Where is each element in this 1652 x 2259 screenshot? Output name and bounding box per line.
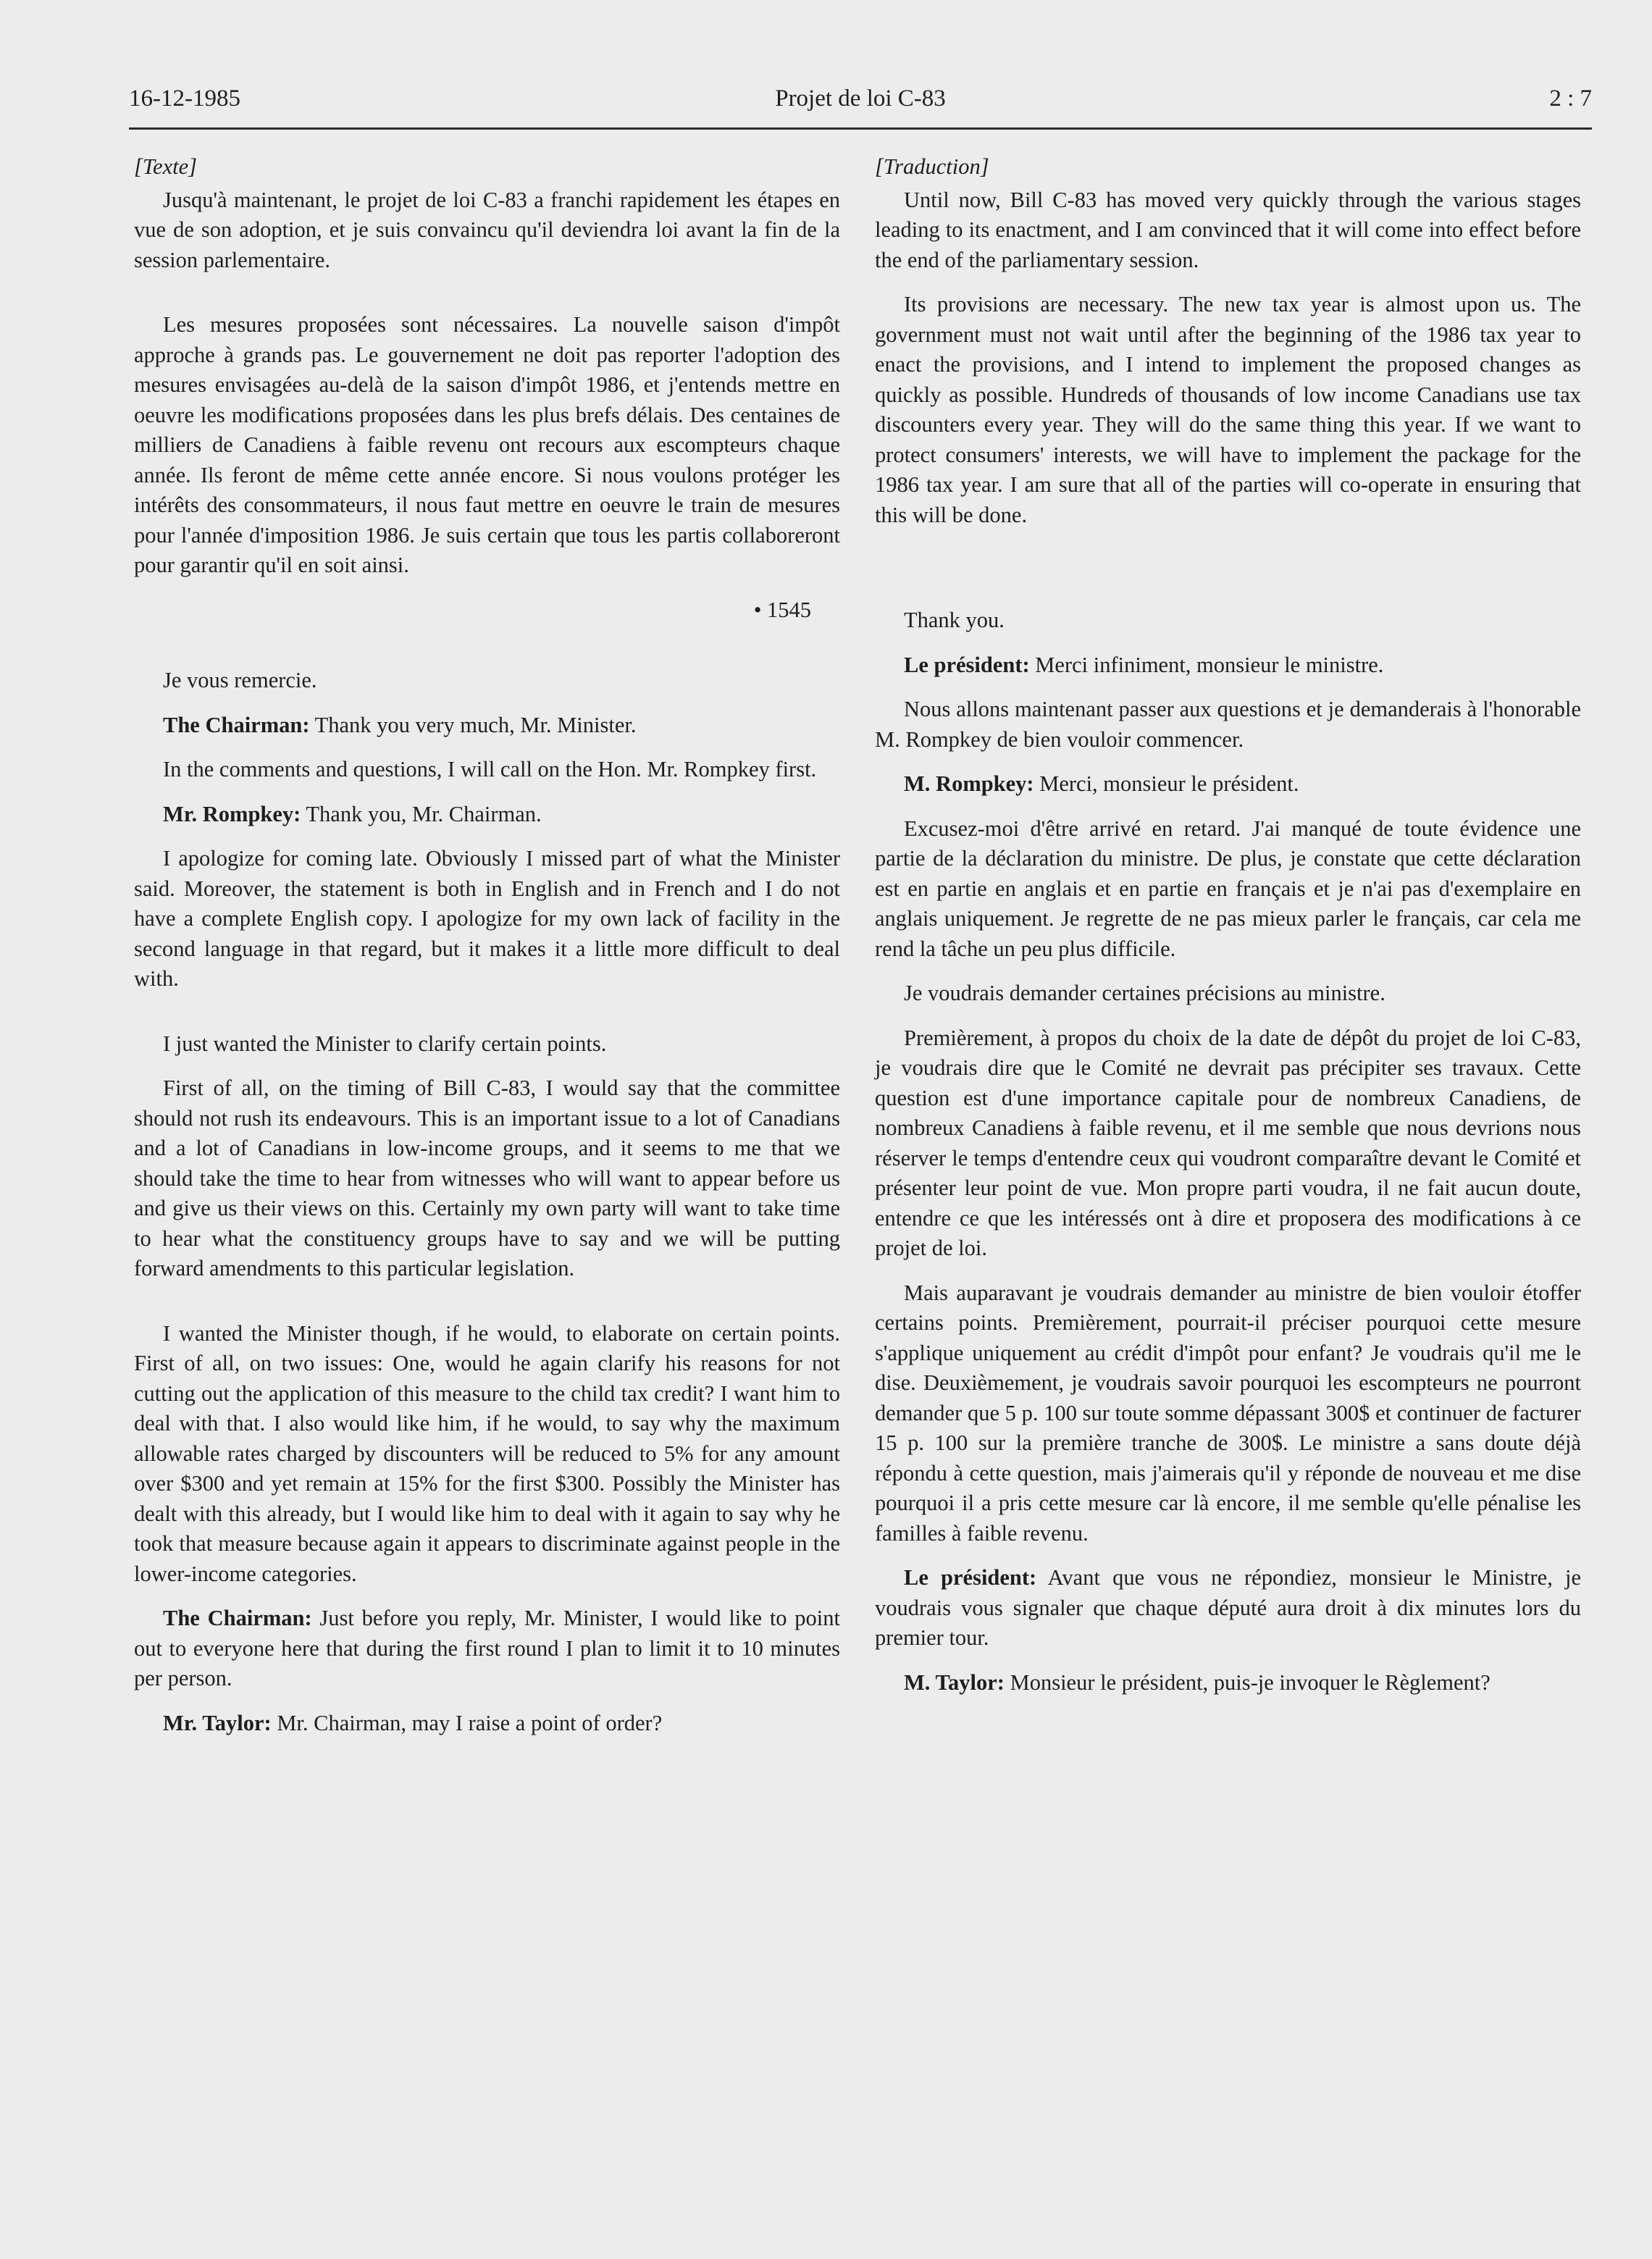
header-title: Projet de loi C-83 (775, 85, 946, 112)
paragraph: I apologize for coming late. Obviously I missed part of what the Minister said. Moreover, the statement is both in English and in French and I do not have a complete English copy. I apologize for my own lack of facility in the second language in that regard, but it makes it a little more difficult to deal with. (134, 846, 840, 991)
speech-text: Thank you very much, Mr. Minister. (309, 712, 637, 737)
column-right (875, 152, 1581, 1712)
paragraph: Je vous remercie. (163, 668, 317, 692)
paragraph: Les mesures proposées sont nécessaires. La nouvelle saison d'impôt approche à grands pas. Le gouvernement ne doit pas reporter l'adoption des mesures envisagées au-delà de la saison d'impôt 1986, et j'entends mettre en oeuvre les modifications proposées dans les plus brefs délais. Des centaines de milliers de Canadiens à faible revenu ont recours aux escompteurs chaque année. Ils feront de même cette année encore. Si nous voulons protéger les intérêts des consommateurs, il nous faut mettre en oeuvre le train de mesures pour l'année d'imposition 1986. Je suis certain que tous les partis collaboreront pour garantir qu'il en soit ainsi. (134, 312, 840, 577)
speaker-name: The Chairman: (163, 712, 310, 737)
paragraph: Je voudrais demander certaines précisions au ministre. (904, 981, 1385, 1005)
speaker-paragraph (134, 1709, 840, 1739)
speaker-paragraph (134, 711, 840, 741)
speaker-paragraph (875, 1563, 1581, 1654)
column-tag: [Traduction] (875, 154, 989, 179)
speaker-paragraph (875, 650, 1581, 681)
speech-text: Mr. Chairman, may I raise a point of order? (271, 1710, 663, 1735)
speech-text: Merci, monsieur le président. (1033, 771, 1299, 796)
paragraph: Nous allons maintenant passer aux questions et je demanderais à l'honorable M. Rompkey de bien vouloir commencer. (875, 697, 1581, 752)
time-marker: • 1545 (753, 597, 811, 622)
paragraph: Jusqu'à maintenant, le projet de loi C-83 a franchi rapidement les étapes en vue de son adoption, et je suis convaincu qu'il deviendra loi avant la fin de la session parlementaire. (134, 187, 840, 272)
speaker-paragraph (134, 1604, 840, 1694)
page-header (129, 85, 1592, 129)
speech-text: Monsieur le président, puis-je invoquer le Règlement? (1004, 1669, 1490, 1695)
speaker-paragraph (134, 800, 840, 830)
speaker-name: Mr. Taylor: (163, 1710, 272, 1735)
paragraph: Thank you. (904, 608, 1005, 632)
column-left (134, 152, 840, 1753)
speech-text: Thank you, Mr. Chairman. (301, 801, 542, 826)
speaker-name: Le président: (904, 652, 1030, 677)
speaker-name: The Chairman: (163, 1606, 312, 1630)
paragraph: First of all, on the timing of Bill C-83, I would say that the committee should not rush its endeavours. This is an important issue to a lot of Canadians and a lot of Canadians in low-income groups, and it seems to me that we should take the time to hear from witnesses who will want to appear before us and give us their views on this. Certainly my own party will want to take time to hear what the constituency groups have to say and we will be putting forward amendments to this particular legislation. (134, 1076, 840, 1281)
paragraph: Its provisions are necessary. The new tax year is almost upon us. The government must not wait until after the beginning of the 1986 tax year to enact the provisions, and I intend to implement the proposed changes as quickly as possible. Hundreds of thousands of low income Canadians use tax discounters every year. They will do the same thing this year. If we want to protect consumers' interests, we will have to implement the package for the 1986 tax year. I am sure that all of the parties will co-operate in ensuring that this will be done. (875, 292, 1581, 527)
speaker-name: M. Taylor: (904, 1669, 1005, 1695)
speaker-name: M. Rompkey: (904, 771, 1034, 796)
speech-text: Just before you reply, Mr. Minister, I would like to point out to everyone here that during the first round I plan to limit it to 10 minutes per person. (134, 1606, 841, 1690)
speaker-name: Le président: (904, 1565, 1037, 1590)
header-rule (129, 127, 1592, 130)
header-page-number: 2 : 7 (1549, 85, 1592, 112)
column-tag: [Texte] (134, 154, 197, 179)
paragraph: Until now, Bill C-83 has moved very quickly through the various stages leading to its enactment, and I am convinced that it will come into effect before the end of the parliamentary session. (875, 187, 1581, 272)
speaker-paragraph (875, 769, 1581, 800)
paragraph: Premièrement, à propos du choix de la date de dépôt du projet de loi C-83, je voudrais dire que le Comité ne devrait pas précipiter ses travaux. Cette question est d'une importance capitale pour de nombreux Canadiens, de nombreux Canadiens à faible revenu, et il me semble que nous devrions nous réserver le temps d'entendre ceux qui voudront comparaître devant le Comité et présenter leur point de vue. Mon propre parti voudra, il ne fait aucun doute, entendre ce que les intéressés ont à dire et proposera des modifications à ce projet de loi. (875, 1025, 1581, 1260)
speaker-paragraph (875, 1668, 1581, 1698)
paragraph: Mais auparavant je voudrais demander au ministre de bien vouloir étoffer certains points. Premièrement, pourrait-il préciser pourquoi cette mesure s'applique uniquement au crédit d'impôt pour enfant? Je voudrais qu'il me le dise. Deuxièmement, je voudrais savoir pourquoi les escompteurs ne pourront demander que 5 p. 100 sur toute somme dépassant 300$ et continuer de facturer 15 p. 100 sur la première tranche de 300$. Le ministre a sans doute déjà répondu à cette question, mais j'aimerais qu'il y réponde de nouveau et me dise pourquoi il a pris cette mesure car là encore, il me semble qu'elle pénalise les familles à faible revenu. (875, 1280, 1581, 1546)
paragraph: In the comments and questions, I will call on the Hon. Mr. Rompkey first. (163, 757, 817, 781)
header-date: 16-12-1985 (129, 85, 240, 112)
paragraph: I just wanted the Minister to clarify certain points. (163, 1031, 607, 1056)
speech-text: Avant que vous ne répondiez, monsieur le Ministre, je voudrais vous signaler que chaque député aura droit à dix minutes lors du premier tour. (875, 1565, 1581, 1650)
paragraph: Excusez-moi d'être arrivé en retard. J'ai manqué de toute évidence une partie de la déclaration du ministre. De plus, je constate que cette déclaration est en partie en anglais et en partie en français et je n'ai pas d'exemplaire en anglais uniquement. Je regrette de ne pas mieux parler le français, car cela me rend la tâche un peu plus difficile. (875, 816, 1581, 961)
paragraph: I wanted the Minister though, if he would, to elaborate on certain points. First of all, on two issues: One, would he again clarify his reasons for not cutting out the application of this measure to the child tax credit? I want him to deal with that. I also would like him, if he would, to say why the maximum allowable rates charged by discounters will be reduced to 5% for any amount over $300 and yet remain at 15% for the first $300. Possibly the Minister has dealt with this already, but I would like him to deal with it again to say why he took that measure because again it appears to discriminate against people in the lower-income categories. (134, 1320, 840, 1586)
speech-text: Merci infiniment, monsieur le ministre. (1029, 652, 1384, 677)
speaker-name: Mr. Rompkey: (163, 801, 301, 826)
